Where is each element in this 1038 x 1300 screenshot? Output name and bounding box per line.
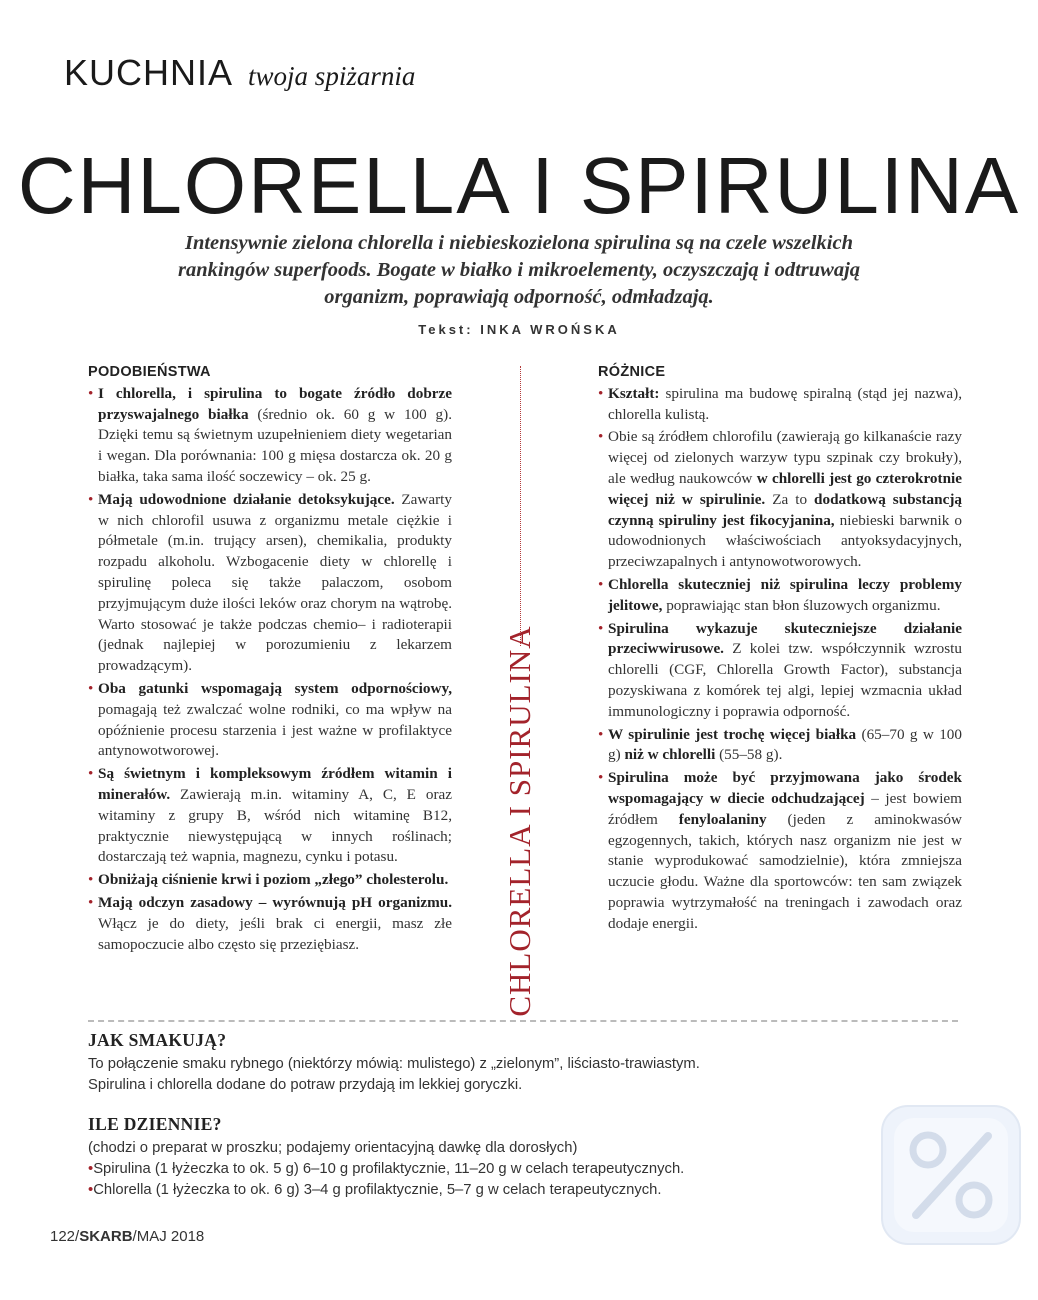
lead-line: Intensywnie zielona chlorella i niebieskozielona spirulina są na czele wszelkich bbox=[184, 232, 854, 254]
issue-date: /MAJ 2018 bbox=[132, 1228, 205, 1245]
taste-line: To połączenie smaku rybnego (niektórzy mówią: mulistego) z „zielonym”, liściasto-trawiastym. bbox=[88, 1056, 700, 1072]
vertical-title: CHLORELLA I SPIRULINA bbox=[502, 625, 537, 1017]
page-number: 122/ bbox=[50, 1228, 80, 1245]
magazine-name: SKARB bbox=[79, 1228, 133, 1245]
lead-line: rankingów superfoods. Bogate w białko i mikroelementy, oczyszczają i odtruwają bbox=[177, 259, 861, 281]
taste-body bbox=[88, 1054, 700, 1096]
dose-item: •Chlorella (1 łyżeczka to ok. 6 g) 3–4 g profilaktycznie, 5–7 g w celach terapeutycznych. bbox=[88, 1182, 662, 1198]
dose-note: (chodzi o preparat w proszku; podajemy orientacyjną dawkę dla dorosłych) bbox=[88, 1140, 578, 1156]
percent-logo-icon bbox=[876, 1100, 1026, 1250]
similarity-item: • Są świetnym i kompleksowym źródłem witamin i minerałów. Zawierają m.in. witaminy A, C, E oraz witaminy z grupy B, wśród nich witaminę B12, praktycznie niewystępującą w innych roślinach; dostarczają też wapnia, magnezu, cynku i potasu. bbox=[88, 764, 452, 868]
difference-item: • Spirulina może być przyjmowana jako środek wspomagający w diecie odchudzającej – jest bowiem źródłem fenyloalaniny (jeden z aminokwasów egzogennych, takich, których nasz organizm nie jest w stanie wyprodukować samodzielnie), która zmniejsza uczucie głodu. Ważne dla sportowców: ten sam związek poprawia wytrzymałość na treningach i zawodach oraz dodaje energii. bbox=[598, 768, 962, 934]
taste-line: Spirulina i chlorella dodane do potraw przydają im lekkiej goryczki. bbox=[88, 1077, 523, 1093]
differences-list bbox=[598, 384, 962, 935]
vertical-divider bbox=[520, 366, 521, 646]
difference-item: • Spirulina wykazuje skuteczniejsze działanie przeciwwirusowe. Z kolei tzw. współczynnik wzrostu chlorelli (CGF, Chlorella Growth Factor), substancja pozyskiwana z komórek tej algi, lepiej wzmacnia układ immunologiczny i poprawia odporność. bbox=[598, 619, 962, 723]
differences-heading: RÓŻNICE bbox=[598, 364, 666, 380]
similarities-column bbox=[88, 362, 452, 957]
similarities-list bbox=[88, 384, 452, 956]
similarity-item: • Obniżają ciśnienie krwi i poziom „złego” cholesterolu. bbox=[88, 870, 452, 891]
taste-heading: JAK SMAKUJĄ? bbox=[88, 1030, 227, 1050]
lead-line: organizm, poprawiają odporność, odmładzają. bbox=[324, 286, 714, 308]
difference-item: • Chlorella skuteczniej niż spirulina leczy problemy jelitowe, poprawiając stan błon śluzowych organizmu. bbox=[598, 575, 962, 617]
section-name: KUCHNIA bbox=[64, 52, 232, 93]
dose-body bbox=[88, 1138, 684, 1201]
section-subtitle: twoja spiżarnia bbox=[248, 61, 416, 91]
similarity-item: • Mają udowodnione działanie detoksykujące. Zawarty w nich chlorofil usuwa z organizmu metale ciężkie i półmetale (m.in. trujący arsen), chemikalia, produkty rozpadu alkoholu. Wzbogacenie diety w chlorellę i spirulinę poleca się także palaczom, osobom przyjmującym duże ilości leków oraz chorym na wątrobę. Warto stosować je także podczas chemio– i radioterapii (jednak najlepiej w porozumieniu z lekarzem prowadzącym). bbox=[88, 490, 452, 677]
similarities-heading: PODOBIEŃSTWA bbox=[88, 364, 211, 380]
dose-item: •Spirulina (1 łyżeczka to ok. 5 g) 6–10 g profilaktycznie, 11–20 g w celach terapeutycznych. bbox=[88, 1161, 685, 1177]
difference-item: • Kształt: spirulina ma budowę spiralną (stąd jej nazwa), chlorella kulistą. bbox=[598, 384, 962, 426]
byline-author: INKA WROŃSKA bbox=[480, 322, 620, 337]
similarity-item: • I chlorella, i spirulina to bogate źródło dobrze przyswajalnego białka (średnio ok. 60 g w 100 g). Dzięki temu są świetnym uzupełnieniem diety wegetarian i wegan. Dla porównania: 100 g mięsa dostarcza ok. 20 g białka, taka sama ilość soczewicy – ok. 25 g. bbox=[88, 384, 452, 488]
difference-item: • Obie są źródłem chlorofilu (zawierają go kilkanaście razy więcej od zielonych warzyw typu szpinak czy brokuły), ale według naukowców w chlorelli jest go czterokrotnie więcej niż w spirulinie. Za to dodatkową substancją czynną spiruliny jest fikocyjanina, niebieski barwnik o udowodnionych właściwościach antyoksydacyjnych, przeciwzapalnych i antynowotworowych. bbox=[598, 427, 962, 573]
byline bbox=[0, 322, 1038, 337]
byline-label: Tekst: bbox=[418, 322, 474, 337]
vertical-title-wrap bbox=[500, 625, 540, 1017]
page-footer bbox=[50, 1228, 204, 1245]
similarity-item: • Mają odczyn zasadowy – wyrównują pH organizmu. Włącz je do diety, jeśli brak ci energii, masz złe samopoczucie albo często się przeziębiasz. bbox=[88, 893, 452, 955]
section-header bbox=[64, 52, 415, 94]
dose-heading: ILE DZIENNIE? bbox=[88, 1114, 222, 1134]
differences-column bbox=[598, 362, 962, 937]
article-title: CHLORELLA I SPIRULINA bbox=[17, 141, 1021, 230]
similarity-item: • Oba gatunki wspomagają system odpornościowy, pomagają też zwalczać wolne rodniki, co ma wpływ na opóźnienie procesu starzenia i jest ważne w profilaktyce antynowotworowej. bbox=[88, 679, 452, 762]
article-lead bbox=[100, 230, 938, 311]
section-divider bbox=[88, 1020, 958, 1022]
difference-item: • W spirulinie jest trochę więcej białka (65–70 g w 100 g) niż w chlorelli (55–58 g). bbox=[598, 725, 962, 767]
